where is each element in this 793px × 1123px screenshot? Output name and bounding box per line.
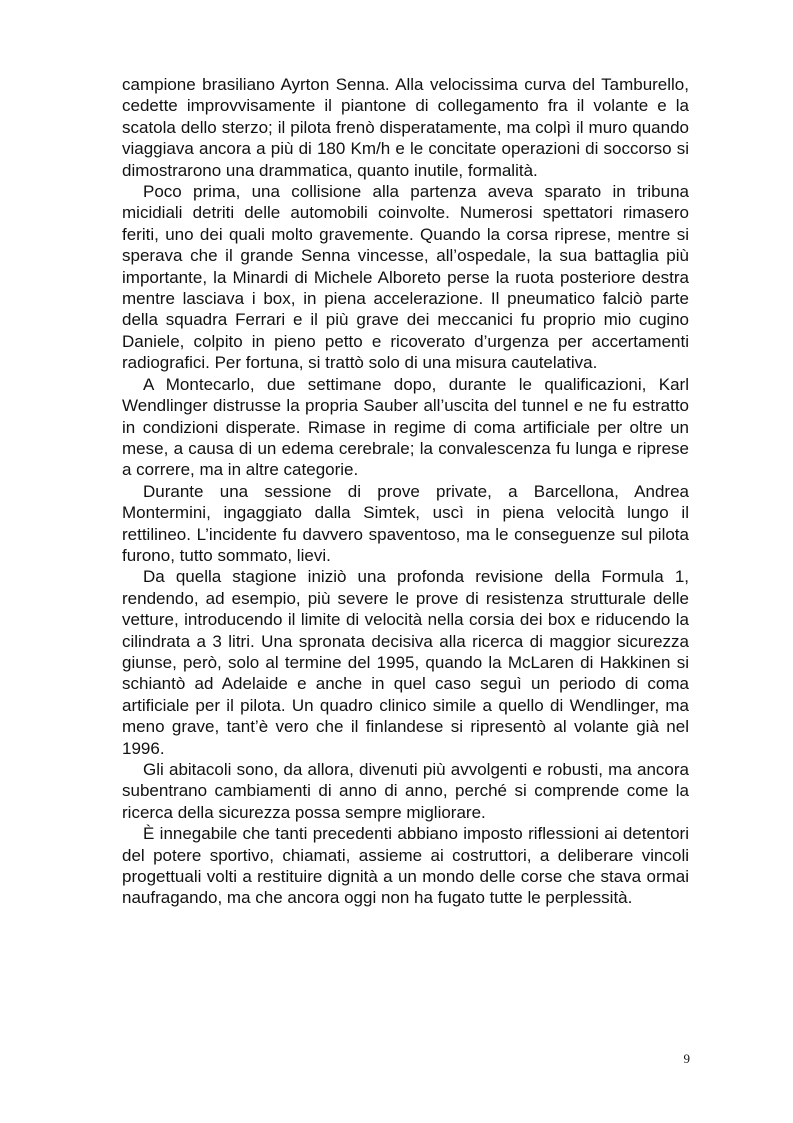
paragraph: campione brasiliano Ayrton Senna. Alla velocissima curva del Tamburello, cedette improvvisamente il piantone di collegamento fra il volante e la scatola dello sterzo; il pilota frenò disperatamente, ma colpì il muro quando viaggiava ancora a più di 180 Km/h e le concitate operazioni di soccorso si dimostrarono una drammatica, quanto inutile, formalità. [122, 75, 689, 180]
paragraph: A Montecarlo, due settimane dopo, durante le qualificazioni, Karl Wendlinger distrusse la propria Sauber all’uscita del tunnel e ne fu estratto in condizioni disperate. Rimase in regime di coma artificiale per oltre un mese, a causa di un edema cerebrale; la convalescenza fu lunga e riprese a correre, ma in altre categorie. [122, 374, 689, 480]
body-text [122, 74, 689, 909]
paragraph: Poco prima, una collisione alla partenza aveva sparato in tribuna micidiali detriti delle automobili coinvolte. Numerosi spettatori rimasero feriti, uno dei quali molto gravemente. Quando la corsa riprese, mentre si sperava che il grande Senna vincesse, all’ospedale, la sua battaglia più importante, la Minardi di Michele Alboreto perse la ruota posteriore destra mentre lasciava i box, in piena accelerazione. Il pneumatico falciò parte della squadra Ferrari e il più grave dei meccanici fu proprio mio cugino Daniele, colpito in pieno petto e ricoverato d’urgenza per accertamenti radiografici. Per fortuna, si trattò solo di una misura cautelativa. [122, 182, 689, 373]
paragraph: Durante una sessione di prove private, a Barcellona, Andrea Montermini, ingaggiato dalla Simtek, uscì in piena velocità lungo il rettilineo. L’incidente fu davvero spaventoso, ma le conseguenze sul pilota furono, tutto sommato, lievi. [122, 481, 689, 565]
page-number: 9 [683, 1051, 690, 1066]
paragraph: Gli abitacoli sono, da allora, divenuti più avvolgenti e robusti, ma ancora subentrano cambiamenti di anno di anno, perché si comprende come la ricerca della sicurezza possa sempre migliorare. [122, 760, 689, 822]
paragraph: Da quella stagione iniziò una profonda revisione della Formula 1, rendendo, ad esempio, più severe le prove di resistenza strutturale delle vetture, introducendo il limite di velocità nella corsia dei box e riducendo la cilindrata a 3 litri. Una spronata decisiva alla ricerca di maggior sicurezza giunse, però, solo al termine del 1995, quando la McLaren di Hakkinen si schiantò ad Adelaide e anche in quel caso seguì un periodo di coma artificiale per il pilota. Un quadro clinico simile a quello di Wendlinger, ma meno grave, tant’è vero che il finlandese si ripresentò al volante già nel 1996. [122, 567, 689, 758]
paragraph: È innegabile che tanti precedenti abbiano imposto riflessioni ai detentori del potere sportivo, chiamati, assieme ai costruttori, a deliberare vincoli progettuali volti a restituire dignità a un mondo delle corse che stava ormai naufragando, ma che ancora oggi non ha fugato tutte le perplessità. [122, 824, 689, 908]
